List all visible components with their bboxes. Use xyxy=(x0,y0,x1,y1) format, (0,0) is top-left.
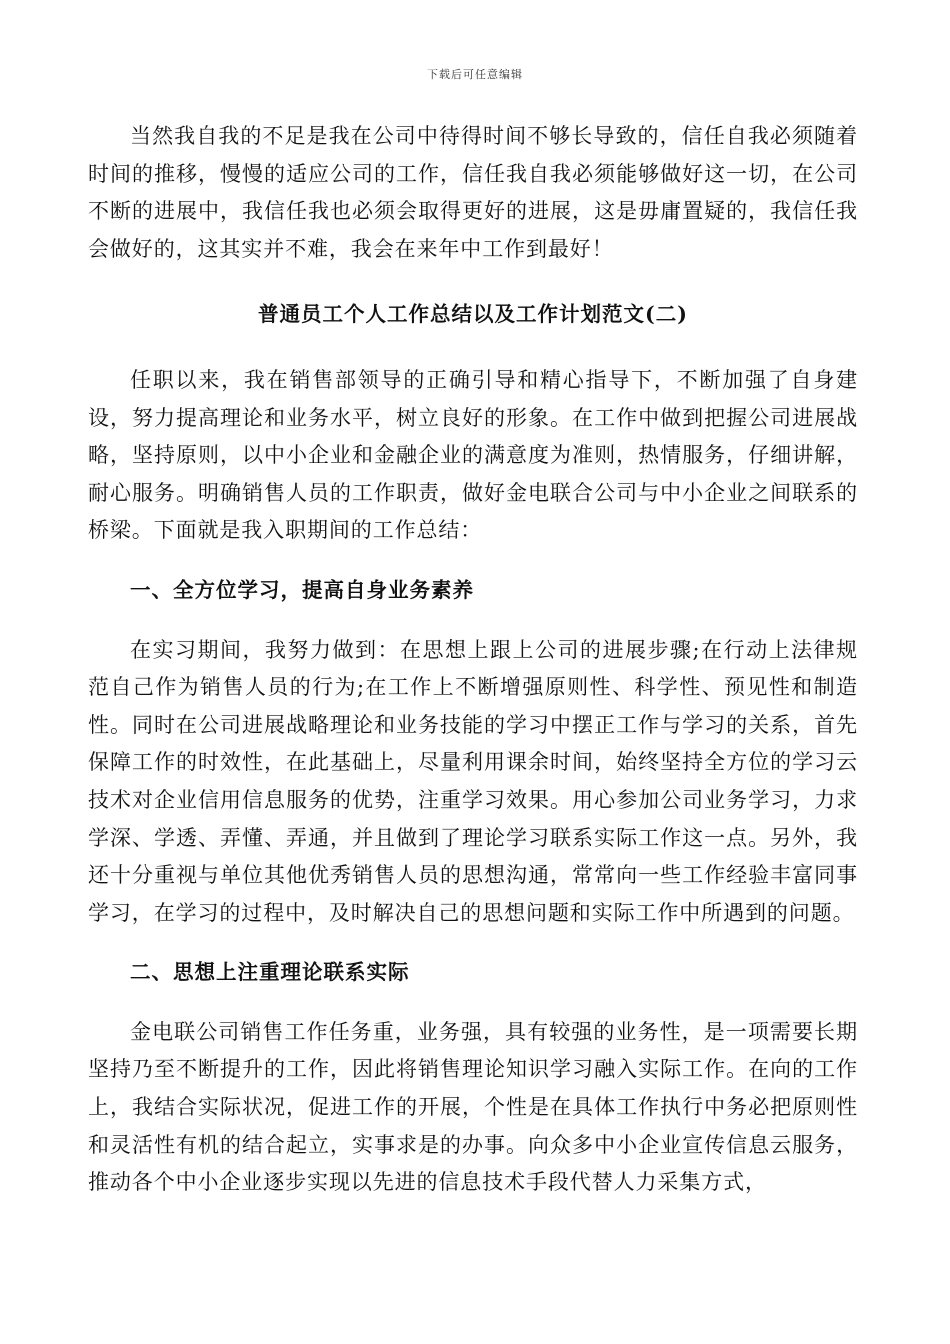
section-heading-1: 一、全方位学习，提高自身业务素养 xyxy=(130,577,474,602)
document-body xyxy=(88,118,858,1202)
paragraph-section-1: 在实习期间，我努力做到：在思想上跟上公司的进展步骤;在行动上法律规范自己作为销售人员的行为;在工作上不断增强原则性、科学性、预见性和制造性。同时在公司进展战略理论和业务技能的学习中摆正工作与学习的关系，首先保障工作的时效性，在此基础上，尽量利用课余时间，始终坚持全方位的学习云技术对企业信用信息服务的优势，注重学习效果。用心参加公司业务学习，力求学深、学透、弄懂、弄通，并且做到了理论学习联系实际工作这一点。另外，我还十分重视与单位其他优秀销售人员的思想沟通，常常向一些工作经验丰富同事学习，在学习的过程中，及时解决自己的思想问题和实际工作中所遇到的问题。 xyxy=(88,637,858,925)
paragraph-conclusion: 当然我自我的不足是我在公司中待得时间不够长导致的，信任自我必须随着时间的推移，慢慢的适应公司的工作，信任我自我必须能够做好这一切，在公司不断的进展中，我信任我也必须会取得更好的进展，这是毋庸置疑的，我信任我会做好的，这其实并不难，我会在来年中工作到最好！ xyxy=(88,124,858,261)
document-title: 普通员工个人工作总结以及工作计划范文(二) xyxy=(258,302,688,327)
header-note: 下载后可任意编辑 xyxy=(427,68,523,81)
paragraph-section-2: 金电联公司销售工作任务重，业务强，具有较强的业务性，是一项需要长期坚持乃至不断提升的工作，因此将销售理论知识学习融入实际工作。在向的工作上，我结合实际状况，促进工作的开展，个性是在具体工作执行中务必把原则性和灵活性有机的结合起立，实事求是的办事。向众多中小企业宣传信息云服务，推动各个中小企业逐步实现以先进的信息技术手段代替人力采集方式， xyxy=(88,1019,858,1195)
section-heading-2: 二、思想上注重理论联系实际 xyxy=(130,960,410,985)
paragraph-introduction: 任职以来，我在销售部领导的正确引导和精心指导下，不断加强了自身建设，努力提高理论和业务水平，树立良好的形象。在工作中做到把握公司进展战略，坚持原则，以中小企业和金融企业的满意度为准则，热情服务，仔细讲解，耐心服务。明确销售人员的工作职责，做好金电联合公司与中小企业之间联系的桥梁。下面就是我入职期间的工作总结： xyxy=(88,367,858,543)
